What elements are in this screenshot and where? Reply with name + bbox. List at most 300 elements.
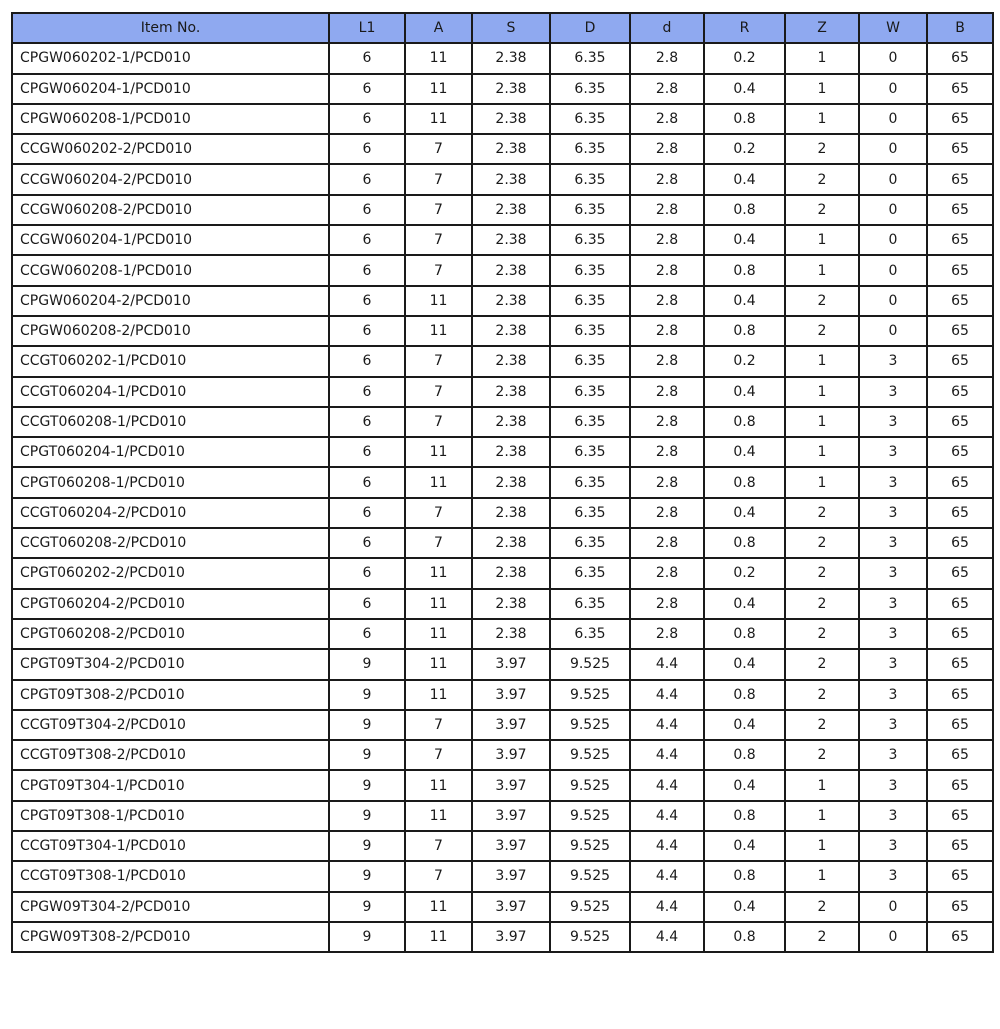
value-cell: 3 xyxy=(859,861,927,891)
value-cell: 6 xyxy=(329,74,405,104)
item-number-cell: CPGT060208-1/PCD010 xyxy=(12,467,329,497)
value-cell: 1 xyxy=(785,437,859,467)
value-cell: 3 xyxy=(859,346,927,376)
table-row xyxy=(12,316,993,346)
value-cell: 65 xyxy=(927,377,993,407)
value-cell: 7 xyxy=(405,407,472,437)
value-cell: 3 xyxy=(859,589,927,619)
value-cell: 65 xyxy=(927,831,993,861)
header-item-no: Item No. xyxy=(12,13,329,43)
value-cell: 0.4 xyxy=(704,164,785,194)
value-cell: 3.97 xyxy=(472,831,550,861)
value-cell: 4.4 xyxy=(630,892,704,922)
value-cell: 3 xyxy=(859,467,927,497)
value-cell: 9.525 xyxy=(550,861,630,891)
value-cell: 0 xyxy=(859,922,927,952)
value-cell: 2.8 xyxy=(630,589,704,619)
value-cell: 65 xyxy=(927,467,993,497)
value-cell: 2 xyxy=(785,498,859,528)
value-cell: 7 xyxy=(405,528,472,558)
value-cell: 7 xyxy=(405,346,472,376)
value-cell: 7 xyxy=(405,861,472,891)
value-cell: 1 xyxy=(785,861,859,891)
value-cell: 6 xyxy=(329,558,405,588)
value-cell: 2.38 xyxy=(472,134,550,164)
value-cell: 65 xyxy=(927,407,993,437)
value-cell: 65 xyxy=(927,740,993,770)
value-cell: 2.8 xyxy=(630,558,704,588)
item-number-cell: CPGT09T308-1/PCD010 xyxy=(12,801,329,831)
value-cell: 7 xyxy=(405,831,472,861)
item-number-cell: CCGW060204-1/PCD010 xyxy=(12,225,329,255)
value-cell: 2 xyxy=(785,316,859,346)
value-cell: 3 xyxy=(859,437,927,467)
value-cell: 6 xyxy=(329,346,405,376)
header-d-minor: d xyxy=(630,13,704,43)
value-cell: 9.525 xyxy=(550,680,630,710)
item-number-cell: CCGT060204-2/PCD010 xyxy=(12,498,329,528)
value-cell: 11 xyxy=(405,892,472,922)
item-number-cell: CCGT09T304-1/PCD010 xyxy=(12,831,329,861)
value-cell: 65 xyxy=(927,316,993,346)
value-cell: 6.35 xyxy=(550,104,630,134)
header-w: W xyxy=(859,13,927,43)
item-number-cell: CCGT09T304-2/PCD010 xyxy=(12,710,329,740)
value-cell: 3 xyxy=(859,407,927,437)
value-cell: 11 xyxy=(405,43,472,73)
value-cell: 2.8 xyxy=(630,498,704,528)
table-row xyxy=(12,346,993,376)
table-row xyxy=(12,892,993,922)
value-cell: 2.8 xyxy=(630,255,704,285)
value-cell: 6.35 xyxy=(550,589,630,619)
value-cell: 1 xyxy=(785,43,859,73)
item-number-cell: CPGW060204-1/PCD010 xyxy=(12,74,329,104)
table-row xyxy=(12,619,993,649)
table-row xyxy=(12,74,993,104)
value-cell: 2.8 xyxy=(630,134,704,164)
value-cell: 2.38 xyxy=(472,286,550,316)
value-cell: 2.38 xyxy=(472,498,550,528)
table-row xyxy=(12,286,993,316)
insert-spec-table xyxy=(11,12,994,953)
value-cell: 0 xyxy=(859,255,927,285)
value-cell: 6 xyxy=(329,619,405,649)
value-cell: 65 xyxy=(927,346,993,376)
value-cell: 3.97 xyxy=(472,861,550,891)
value-cell: 65 xyxy=(927,922,993,952)
value-cell: 9 xyxy=(329,861,405,891)
value-cell: 1 xyxy=(785,801,859,831)
table-row xyxy=(12,104,993,134)
value-cell: 0.8 xyxy=(704,195,785,225)
value-cell: 9 xyxy=(329,680,405,710)
value-cell: 3 xyxy=(859,831,927,861)
value-cell: 0.8 xyxy=(704,922,785,952)
value-cell: 3.97 xyxy=(472,740,550,770)
value-cell: 6.35 xyxy=(550,225,630,255)
value-cell: 1 xyxy=(785,255,859,285)
value-cell: 11 xyxy=(405,316,472,346)
value-cell: 2.38 xyxy=(472,558,550,588)
value-cell: 6.35 xyxy=(550,498,630,528)
value-cell: 4.4 xyxy=(630,770,704,800)
item-number-cell: CPGW09T304-2/PCD010 xyxy=(12,892,329,922)
item-number-cell: CCGT09T308-1/PCD010 xyxy=(12,861,329,891)
value-cell: 0.8 xyxy=(704,680,785,710)
item-number-cell: CPGW060204-2/PCD010 xyxy=(12,286,329,316)
value-cell: 6 xyxy=(329,377,405,407)
table-row xyxy=(12,649,993,679)
value-cell: 9 xyxy=(329,801,405,831)
value-cell: 0 xyxy=(859,74,927,104)
value-cell: 3.97 xyxy=(472,710,550,740)
table-row xyxy=(12,225,993,255)
value-cell: 9.525 xyxy=(550,892,630,922)
table-row xyxy=(12,589,993,619)
header-l1: L1 xyxy=(329,13,405,43)
table-body xyxy=(12,43,993,952)
value-cell: 3 xyxy=(859,498,927,528)
value-cell: 0 xyxy=(859,286,927,316)
value-cell: 6 xyxy=(329,225,405,255)
item-number-cell: CCGT09T308-2/PCD010 xyxy=(12,740,329,770)
item-number-cell: CPGT060208-2/PCD010 xyxy=(12,619,329,649)
value-cell: 6.35 xyxy=(550,74,630,104)
value-cell: 65 xyxy=(927,437,993,467)
value-cell: 2 xyxy=(785,134,859,164)
value-cell: 7 xyxy=(405,225,472,255)
value-cell: 6.35 xyxy=(550,377,630,407)
value-cell: 9.525 xyxy=(550,740,630,770)
header-s: S xyxy=(472,13,550,43)
value-cell: 6.35 xyxy=(550,528,630,558)
value-cell: 3 xyxy=(859,377,927,407)
value-cell: 65 xyxy=(927,861,993,891)
table-row xyxy=(12,528,993,558)
value-cell: 3 xyxy=(859,680,927,710)
value-cell: 3.97 xyxy=(472,801,550,831)
value-cell: 0.4 xyxy=(704,892,785,922)
value-cell: 11 xyxy=(405,74,472,104)
item-number-cell: CCGT060208-1/PCD010 xyxy=(12,407,329,437)
value-cell: 1 xyxy=(785,831,859,861)
value-cell: 2.8 xyxy=(630,528,704,558)
value-cell: 1 xyxy=(785,225,859,255)
value-cell: 9.525 xyxy=(550,831,630,861)
value-cell: 1 xyxy=(785,377,859,407)
value-cell: 6 xyxy=(329,286,405,316)
table-row xyxy=(12,680,993,710)
value-cell: 2 xyxy=(785,528,859,558)
value-cell: 6.35 xyxy=(550,619,630,649)
item-number-cell: CCGW060208-2/PCD010 xyxy=(12,195,329,225)
value-cell: 2.38 xyxy=(472,74,550,104)
value-cell: 2.38 xyxy=(472,255,550,285)
value-cell: 2 xyxy=(785,558,859,588)
value-cell: 11 xyxy=(405,801,472,831)
value-cell: 6 xyxy=(329,134,405,164)
value-cell: 11 xyxy=(405,437,472,467)
value-cell: 7 xyxy=(405,134,472,164)
value-cell: 4.4 xyxy=(630,861,704,891)
value-cell: 0 xyxy=(859,892,927,922)
item-number-cell: CPGT09T308-2/PCD010 xyxy=(12,680,329,710)
value-cell: 4.4 xyxy=(630,740,704,770)
value-cell: 65 xyxy=(927,770,993,800)
value-cell: 6 xyxy=(329,164,405,194)
value-cell: 2.38 xyxy=(472,225,550,255)
value-cell: 0.4 xyxy=(704,498,785,528)
value-cell: 2.8 xyxy=(630,225,704,255)
value-cell: 6 xyxy=(329,407,405,437)
value-cell: 3 xyxy=(859,649,927,679)
value-cell: 9 xyxy=(329,710,405,740)
value-cell: 65 xyxy=(927,164,993,194)
value-cell: 0.8 xyxy=(704,740,785,770)
item-number-cell: CCGT060202-1/PCD010 xyxy=(12,346,329,376)
value-cell: 2.8 xyxy=(630,286,704,316)
table-row xyxy=(12,255,993,285)
table-row xyxy=(12,43,993,73)
value-cell: 4.4 xyxy=(630,831,704,861)
table-row xyxy=(12,195,993,225)
value-cell: 2 xyxy=(785,710,859,740)
value-cell: 65 xyxy=(927,498,993,528)
value-cell: 9 xyxy=(329,922,405,952)
value-cell: 65 xyxy=(927,134,993,164)
value-cell: 65 xyxy=(927,286,993,316)
value-cell: 9 xyxy=(329,649,405,679)
table-row xyxy=(12,770,993,800)
value-cell: 2.8 xyxy=(630,377,704,407)
value-cell: 0.8 xyxy=(704,467,785,497)
value-cell: 0.2 xyxy=(704,346,785,376)
value-cell: 7 xyxy=(405,195,472,225)
value-cell: 2.8 xyxy=(630,164,704,194)
table-row xyxy=(12,377,993,407)
value-cell: 65 xyxy=(927,892,993,922)
value-cell: 6 xyxy=(329,43,405,73)
item-number-cell: CPGW09T308-2/PCD010 xyxy=(12,922,329,952)
item-number-cell: CPGT060202-2/PCD010 xyxy=(12,558,329,588)
value-cell: 7 xyxy=(405,740,472,770)
value-cell: 6 xyxy=(329,316,405,346)
value-cell: 4.4 xyxy=(630,922,704,952)
value-cell: 2 xyxy=(785,649,859,679)
value-cell: 6.35 xyxy=(550,255,630,285)
table-row xyxy=(12,801,993,831)
value-cell: 6.35 xyxy=(550,134,630,164)
item-number-cell: CCGT060208-2/PCD010 xyxy=(12,528,329,558)
value-cell: 0.8 xyxy=(704,255,785,285)
value-cell: 3.97 xyxy=(472,770,550,800)
value-cell: 2.38 xyxy=(472,589,550,619)
value-cell: 65 xyxy=(927,680,993,710)
value-cell: 2.38 xyxy=(472,377,550,407)
value-cell: 4.4 xyxy=(630,801,704,831)
value-cell: 6 xyxy=(329,195,405,225)
value-cell: 6 xyxy=(329,437,405,467)
value-cell: 11 xyxy=(405,680,472,710)
value-cell: 0.4 xyxy=(704,74,785,104)
value-cell: 6 xyxy=(329,589,405,619)
item-number-cell: CPGW060208-2/PCD010 xyxy=(12,316,329,346)
header-a: A xyxy=(405,13,472,43)
value-cell: 3 xyxy=(859,710,927,740)
value-cell: 1 xyxy=(785,346,859,376)
table-row xyxy=(12,558,993,588)
item-number-cell: CCGW060204-2/PCD010 xyxy=(12,164,329,194)
value-cell: 65 xyxy=(927,43,993,73)
item-number-cell: CCGT060204-1/PCD010 xyxy=(12,377,329,407)
value-cell: 11 xyxy=(405,286,472,316)
value-cell: 0.8 xyxy=(704,104,785,134)
value-cell: 65 xyxy=(927,649,993,679)
value-cell: 3.97 xyxy=(472,649,550,679)
value-cell: 9 xyxy=(329,740,405,770)
table-row xyxy=(12,134,993,164)
table-row xyxy=(12,164,993,194)
value-cell: 0.8 xyxy=(704,619,785,649)
value-cell: 2.8 xyxy=(630,43,704,73)
value-cell: 6 xyxy=(329,498,405,528)
value-cell: 2.38 xyxy=(472,528,550,558)
value-cell: 6 xyxy=(329,528,405,558)
value-cell: 4.4 xyxy=(630,649,704,679)
value-cell: 2.8 xyxy=(630,619,704,649)
value-cell: 6.35 xyxy=(550,437,630,467)
value-cell: 2.38 xyxy=(472,195,550,225)
value-cell: 3.97 xyxy=(472,680,550,710)
value-cell: 2.8 xyxy=(630,316,704,346)
item-number-cell: CPGT09T304-1/PCD010 xyxy=(12,770,329,800)
value-cell: 3 xyxy=(859,740,927,770)
value-cell: 2.38 xyxy=(472,104,550,134)
value-cell: 9.525 xyxy=(550,801,630,831)
value-cell: 6 xyxy=(329,255,405,285)
table-row xyxy=(12,467,993,497)
value-cell: 9.525 xyxy=(550,770,630,800)
value-cell: 0.8 xyxy=(704,407,785,437)
value-cell: 3 xyxy=(859,770,927,800)
value-cell: 7 xyxy=(405,498,472,528)
value-cell: 7 xyxy=(405,710,472,740)
value-cell: 0.4 xyxy=(704,286,785,316)
value-cell: 2.38 xyxy=(472,164,550,194)
value-cell: 2.8 xyxy=(630,407,704,437)
value-cell: 11 xyxy=(405,558,472,588)
value-cell: 65 xyxy=(927,619,993,649)
table-row xyxy=(12,861,993,891)
value-cell: 0.4 xyxy=(704,649,785,679)
value-cell: 2 xyxy=(785,892,859,922)
value-cell: 0.2 xyxy=(704,558,785,588)
value-cell: 2.8 xyxy=(630,195,704,225)
value-cell: 11 xyxy=(405,589,472,619)
value-cell: 0 xyxy=(859,104,927,134)
value-cell: 65 xyxy=(927,255,993,285)
value-cell: 4.4 xyxy=(630,680,704,710)
value-cell: 11 xyxy=(405,770,472,800)
value-cell: 9 xyxy=(329,831,405,861)
value-cell: 0.8 xyxy=(704,801,785,831)
value-cell: 2 xyxy=(785,589,859,619)
item-number-cell: CPGW060208-1/PCD010 xyxy=(12,104,329,134)
table-row xyxy=(12,740,993,770)
value-cell: 2.8 xyxy=(630,467,704,497)
value-cell: 6.35 xyxy=(550,195,630,225)
value-cell: 65 xyxy=(927,225,993,255)
value-cell: 0 xyxy=(859,225,927,255)
value-cell: 4.4 xyxy=(630,710,704,740)
value-cell: 0 xyxy=(859,134,927,164)
header-d-major: D xyxy=(550,13,630,43)
value-cell: 1 xyxy=(785,467,859,497)
table-row xyxy=(12,710,993,740)
value-cell: 9.525 xyxy=(550,649,630,679)
value-cell: 1 xyxy=(785,770,859,800)
value-cell: 11 xyxy=(405,619,472,649)
value-cell: 65 xyxy=(927,74,993,104)
value-cell: 3 xyxy=(859,558,927,588)
value-cell: 6.35 xyxy=(550,467,630,497)
value-cell: 9 xyxy=(329,770,405,800)
table-row xyxy=(12,831,993,861)
value-cell: 1 xyxy=(785,104,859,134)
value-cell: 3.97 xyxy=(472,922,550,952)
value-cell: 0 xyxy=(859,43,927,73)
value-cell: 2 xyxy=(785,195,859,225)
value-cell: 9.525 xyxy=(550,710,630,740)
value-cell: 2.8 xyxy=(630,104,704,134)
value-cell: 2.38 xyxy=(472,467,550,497)
value-cell: 3 xyxy=(859,619,927,649)
value-cell: 2 xyxy=(785,164,859,194)
value-cell: 0.2 xyxy=(704,134,785,164)
value-cell: 2.38 xyxy=(472,407,550,437)
table-row xyxy=(12,922,993,952)
value-cell: 3 xyxy=(859,528,927,558)
value-cell: 7 xyxy=(405,255,472,285)
value-cell: 6 xyxy=(329,104,405,134)
value-cell: 11 xyxy=(405,922,472,952)
item-number-cell: CPGT060204-1/PCD010 xyxy=(12,437,329,467)
value-cell: 65 xyxy=(927,558,993,588)
value-cell: 0.4 xyxy=(704,770,785,800)
value-cell: 0.4 xyxy=(704,831,785,861)
value-cell: 2 xyxy=(785,680,859,710)
value-cell: 6.35 xyxy=(550,164,630,194)
value-cell: 6.35 xyxy=(550,316,630,346)
value-cell: 0 xyxy=(859,164,927,194)
value-cell: 0.2 xyxy=(704,43,785,73)
table-row xyxy=(12,407,993,437)
value-cell: 7 xyxy=(405,377,472,407)
value-cell: 65 xyxy=(927,104,993,134)
value-cell: 6.35 xyxy=(550,558,630,588)
header-row xyxy=(12,13,993,43)
value-cell: 2 xyxy=(785,286,859,316)
value-cell: 6 xyxy=(329,467,405,497)
value-cell: 65 xyxy=(927,710,993,740)
value-cell: 11 xyxy=(405,649,472,679)
value-cell: 0.8 xyxy=(704,316,785,346)
value-cell: 0.4 xyxy=(704,589,785,619)
value-cell: 1 xyxy=(785,407,859,437)
value-cell: 0.8 xyxy=(704,528,785,558)
value-cell: 2.38 xyxy=(472,437,550,467)
